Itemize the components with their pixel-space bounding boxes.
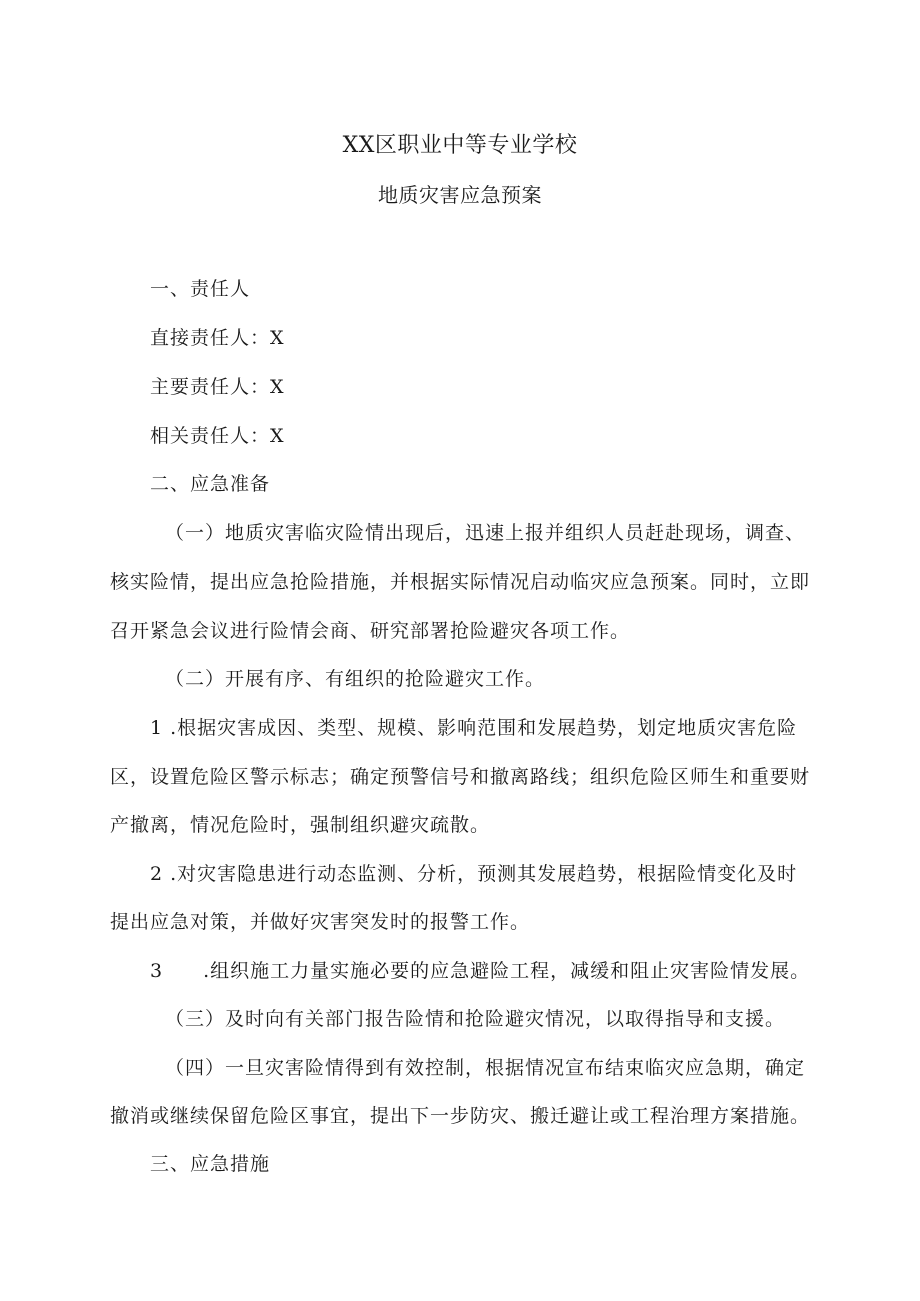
section-heading-preparation: 二、应急准备	[150, 473, 271, 495]
responsible-direct: 直接责任人：X	[150, 327, 285, 349]
paragraph-line: 1 .根据灾害成因、类型、规模、影响范围和发展趋势，划定地质灾害危险	[150, 717, 798, 739]
paragraph-line: （一）地质灾害临灾险情出现后，迅速上报并组织人员赶赴现场，调查、	[165, 522, 806, 544]
paragraph-line: 产撤离，情况危险时，强制组织避灾疏散。	[110, 814, 491, 836]
responsible-related: 相关责任人：X	[150, 425, 285, 447]
responsible-main: 主要责任人：X	[150, 376, 285, 398]
paragraph-line: 2 .对灾害隐患进行动态监测、分析，预测其发展趋势，根据险情变化及时	[150, 863, 798, 885]
document-title: XX区职业中等专业学校	[342, 133, 578, 158]
section-heading-responsible: 一、责任人	[150, 278, 251, 300]
section-heading-measures: 三、应急措施	[150, 1153, 271, 1175]
paragraph-line: 撤消或继续保留危险区事宜，提出下一步防灾、搬迁避让或工程治理方案措施。	[110, 1105, 811, 1127]
paragraph-line: 提出应急对策，并做好灾害突发时的报警工作。	[110, 911, 531, 933]
paragraph-line: 核实险情，提出应急抢险措施，并根据实际情况启动临灾应急预案。同时，立即	[110, 571, 811, 593]
document-subtitle: 地质灾害应急预案	[378, 183, 542, 207]
paragraph-line: （三）及时向有关部门报告险情和抢险避灾情况，以取得指导和支援。	[165, 1008, 786, 1030]
paragraph-line: （四）一旦灾害险情得到有效控制，根据情况宣布结束临灾应急期，确定	[165, 1057, 806, 1079]
paragraph-line: 召开紧急会议进行险情会商、研究部署抢险避灾各项工作。	[110, 620, 631, 642]
paragraph-line: （二）开展有序、有组织的抢险避灾工作。	[165, 668, 546, 690]
paragraph-line: 区，设置危险区警示标志；确定预警信号和撤离路线；组织危险区师生和重要财	[110, 766, 811, 788]
paragraph-line: 3 .组织施工力量实施必要的应急避险工程，减缓和阻止灾害险情发展。	[150, 960, 811, 982]
